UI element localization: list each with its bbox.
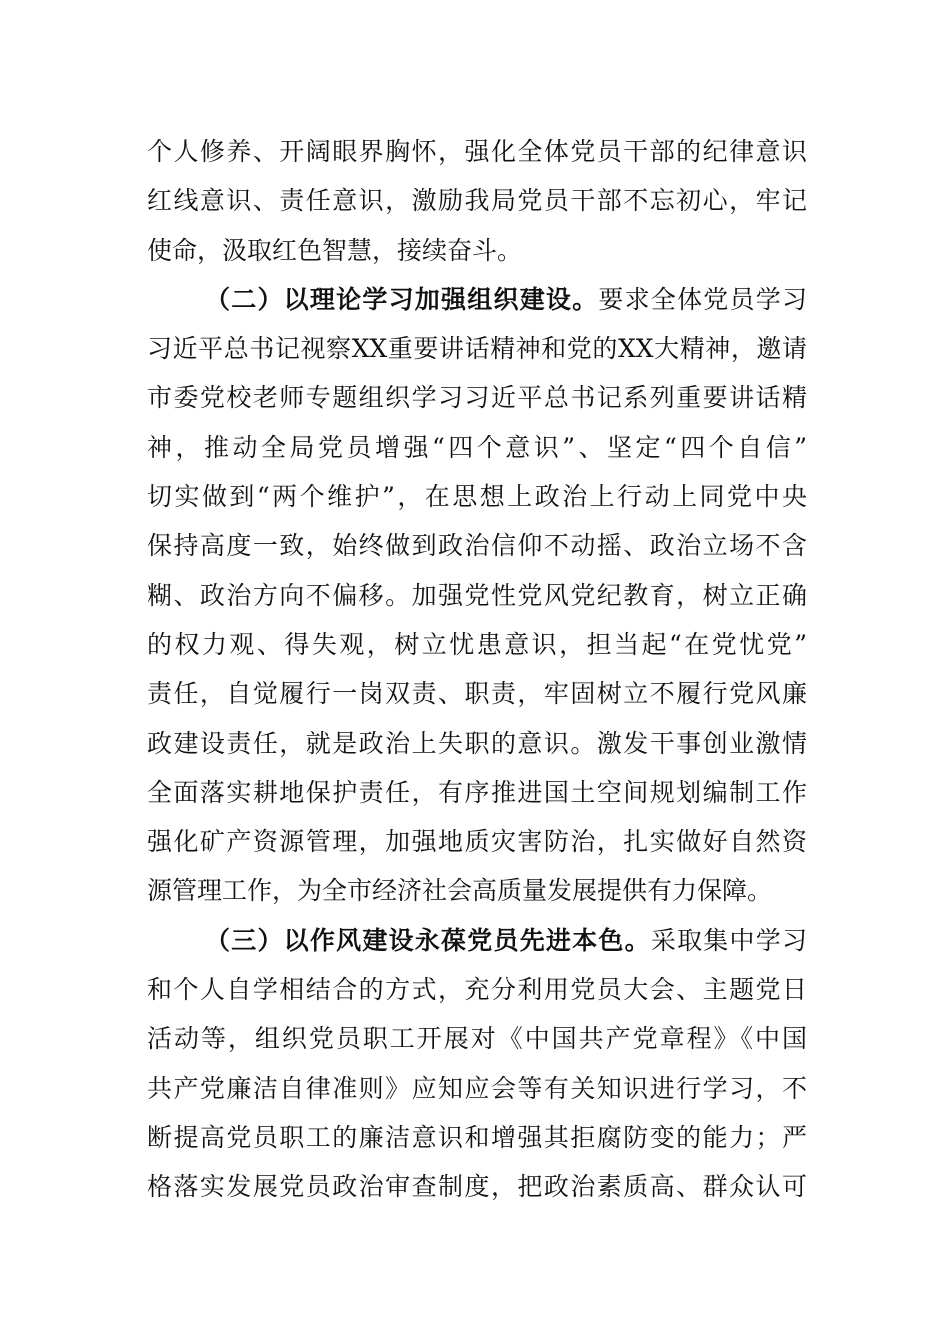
- paragraph-2-line: 习近平总书记视察XX重要讲话精神和党的XX大精神，邀请: [147, 334, 807, 364]
- paragraph-2-line: 全面落实耕地保护责任，有序推进国土空间规划编制工作: [147, 777, 807, 807]
- paragraph-1-line-1: 个人修养、开阔眼界胸怀，强化全体党员干部的纪律意识: [147, 137, 807, 166]
- paragraph-3-line: 活动等，组织党员职工开展对《中国共产党章程》《中国: [147, 1024, 807, 1054]
- paragraph-1-line-2: 红线意识、责任意识，激励我局党员干部不忘初心，牢记: [147, 186, 807, 216]
- paragraph-2-line: 神，推动全局党员增强“四个意识”、坚定“四个自信”: [147, 432, 807, 462]
- paragraph-2-line: 源管理工作，为全市经济社会高质量发展提供有力保障。: [147, 876, 773, 906]
- paragraph-3-line: 和个人自学相结合的方式，充分利用党员大会、主题党日: [147, 975, 807, 1005]
- paragraph-2-line: 市委党校老师专题组织学习习近平总书记系列重要讲话精: [147, 383, 807, 413]
- paragraph-3-first-line-text: 采取集中学习: [650, 925, 807, 955]
- paragraph-2-line: 强化矿产资源管理，加强地质灾害防治，扎实做好自然资: [147, 827, 807, 857]
- paragraph-3-line: 格落实发展党员政治审查制度，把政治素质高、群众认可: [147, 1172, 807, 1202]
- paragraph-2-line: 政建设责任，就是政治上失职的意识。激发干事创业激情: [147, 728, 807, 758]
- paragraph-3-line: 共产党廉洁自律准则》应知应会等有关知识进行学习，不: [147, 1073, 807, 1103]
- paragraph-2-first-line: [147, 275, 807, 324]
- section-2-heading: （二）以理论学习加强组织建设。: [205, 284, 599, 314]
- paragraph-2-line: 糊、政治方向不偏移。加强党性党风党纪教育，树立正确: [147, 580, 807, 610]
- paragraph-2-first-line-text: 要求全体党员学习: [598, 284, 807, 314]
- paragraph-2-line: 保持高度一致，始终做到政治信仰不动摇、政治立场不含: [147, 531, 807, 561]
- paragraph-2-line: 切实做到“两个维护”，在思想上政治上行动上同党中央: [147, 482, 807, 512]
- document-body: [147, 127, 807, 1212]
- section-3-heading: （三）以作风建设永葆党员先进本色。: [205, 925, 651, 955]
- paragraph-2-line: 责任，自觉履行一岗双责、职责，牢固树立不履行党风廉: [147, 679, 807, 709]
- paragraph-2-line: 的权力观、得失观，树立忧患意识，担当起“在党忧党”: [147, 629, 807, 659]
- paragraph-3-first-line: [147, 916, 807, 965]
- paragraph-3-line: 断提高党员职工的廉洁意识和增强其拒腐防变的能力；严: [147, 1122, 807, 1152]
- paragraph-1-line-3: 使命，汲取红色智慧，接续奋斗。: [147, 235, 523, 265]
